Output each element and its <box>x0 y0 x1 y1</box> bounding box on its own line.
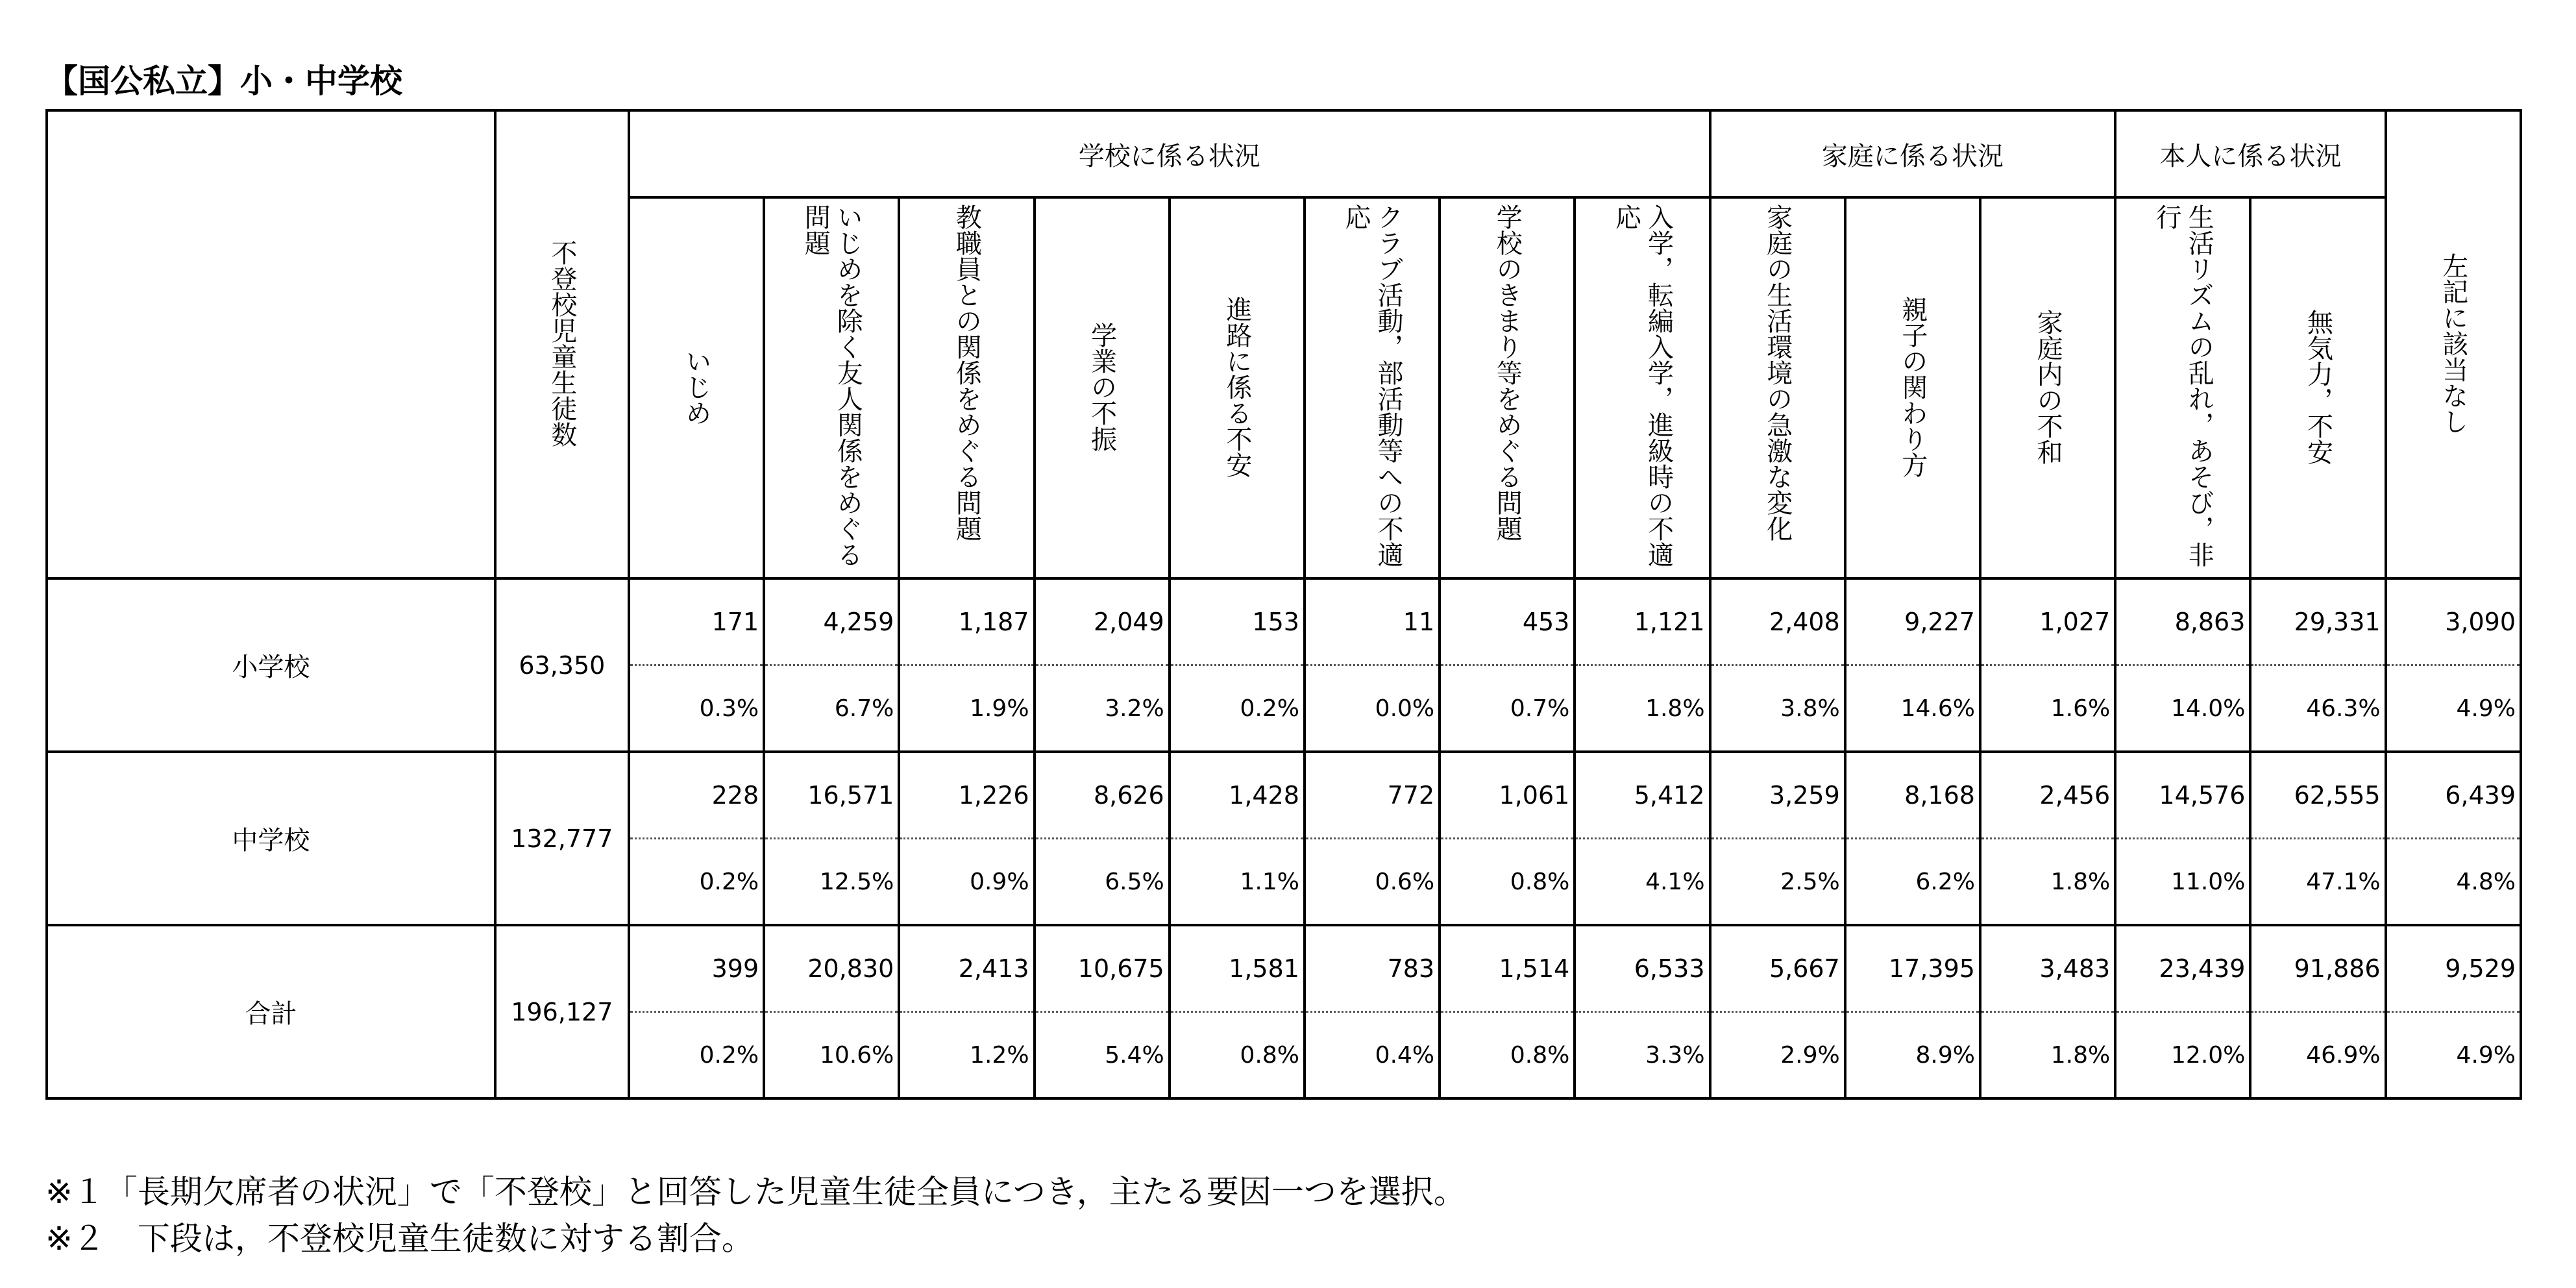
percent-value: 10.6% <box>819 1041 894 1069</box>
data-cell <box>2386 578 2521 752</box>
data-cell <box>899 752 1034 925</box>
count-value: 772 <box>1306 753 1438 839</box>
count-value: 8,863 <box>2116 580 2249 666</box>
count-value: 5,412 <box>1576 753 1708 839</box>
data-cell <box>1575 578 1710 752</box>
data-cell <box>2250 752 2385 925</box>
data-cell <box>1035 752 1170 925</box>
count-value: 11 <box>1306 580 1438 666</box>
data-cell <box>2250 578 2385 752</box>
percent-value: 12.0% <box>2171 1041 2246 1069</box>
column-header: 学業の不振 <box>1035 197 1170 578</box>
percent-value: 14.0% <box>2171 695 2246 722</box>
percent-value: 1.2% <box>970 1041 1029 1069</box>
count-value: 2,413 <box>900 926 1033 1013</box>
percent-value: 6.5% <box>1105 868 1164 895</box>
percent-value: 3.2% <box>1105 695 1164 722</box>
percent-value: 1.9% <box>970 695 1029 722</box>
count-value: 4,259 <box>765 580 898 666</box>
data-cell <box>1440 752 1575 925</box>
count-value: 1,027 <box>1981 580 2114 666</box>
data-cell <box>2115 578 2250 752</box>
percent-value: 47.1% <box>2306 868 2381 895</box>
count-value: 6,533 <box>1576 926 1708 1013</box>
percent-value: 12.5% <box>819 868 894 895</box>
count-value: 1,187 <box>900 580 1033 666</box>
percent-value: 11.0% <box>2171 868 2246 895</box>
column-header: 無気力，不安 <box>2250 197 2385 578</box>
data-cell <box>2115 925 2250 1098</box>
column-header: いじめ <box>629 197 764 578</box>
count-value: 3,259 <box>1711 753 1844 839</box>
count-value: 1,226 <box>900 753 1033 839</box>
data-cell <box>899 925 1034 1098</box>
percent-value: 4.9% <box>2456 1041 2516 1069</box>
count-value: 228 <box>630 753 763 839</box>
row-label: 中学校 <box>47 752 495 925</box>
percent-value: 1.8% <box>2050 1041 2111 1069</box>
data-cell <box>764 578 899 752</box>
percent-value: 4.8% <box>2456 868 2516 895</box>
count-value: 23,439 <box>2116 926 2249 1013</box>
data-cell <box>1980 578 2115 752</box>
data-cell <box>1575 752 1710 925</box>
count-value: 1,581 <box>1171 926 1303 1013</box>
percent-value: 46.9% <box>2306 1041 2381 1069</box>
footnote-1: ※１「長期欠席者の状況」で「不登校」と回答した児童生徒全員につき，主たる要因一つを選択。 <box>45 1173 1466 1211</box>
column-header: 進路に係る不安 <box>1170 197 1305 578</box>
data-cell <box>764 752 899 925</box>
count-value: 91,886 <box>2251 926 2384 1013</box>
column-header: 生活リズムの乱れ，あそび，非行 <box>2115 197 2250 578</box>
row-total: 63,350 <box>495 578 629 752</box>
column-header: 親子の関わり方 <box>1845 197 1980 578</box>
percent-value: 8.9% <box>1915 1041 1975 1069</box>
count-value: 1,121 <box>1576 580 1708 666</box>
data-cell <box>1170 752 1305 925</box>
percent-value: 0.6% <box>1375 868 1435 895</box>
data-cell <box>2386 752 2521 925</box>
count-value: 8,168 <box>1846 753 1979 839</box>
count-value: 783 <box>1306 926 1438 1013</box>
column-header: 学校のきまり等をめぐる問題 <box>1440 197 1575 578</box>
count-value: 3,483 <box>1981 926 2114 1013</box>
count-value: 3,090 <box>2387 580 2520 666</box>
footnotes <box>45 1169 1466 1262</box>
data-cell <box>2250 925 2385 1098</box>
data-cell <box>1710 925 1845 1098</box>
row-total: 132,777 <box>495 752 629 925</box>
footnote-2: ※２ 下段は，不登校児童生徒数に対する割合。 <box>45 1220 754 1257</box>
count-value: 5,667 <box>1711 926 1844 1013</box>
percent-value: 0.2% <box>699 1041 759 1069</box>
absence-factors-table <box>45 109 2522 1100</box>
count-value: 2,049 <box>1036 580 1168 666</box>
percent-value: 0.7% <box>1510 695 1570 722</box>
count-value: 29,331 <box>2251 580 2384 666</box>
corner-cell <box>47 110 495 578</box>
percent-value: 5.4% <box>1105 1041 1164 1069</box>
data-cell <box>1170 578 1305 752</box>
column-header: 家庭内の不和 <box>1980 197 2115 578</box>
column-header: 教職員との関係をめぐる問題 <box>899 197 1034 578</box>
percent-value: 46.3% <box>2306 695 2381 722</box>
percent-value: 0.3% <box>699 695 759 722</box>
total-header: 不登校児童生徒数 <box>495 110 629 578</box>
percent-value: 0.4% <box>1375 1041 1435 1069</box>
data-cell <box>1980 925 2115 1098</box>
column-header: 家庭の生活環境の急激な変化 <box>1710 197 1845 578</box>
data-cell <box>1980 752 2115 925</box>
table-row <box>47 752 2521 925</box>
percent-value: 4.9% <box>2456 695 2516 722</box>
count-value: 20,830 <box>765 926 898 1013</box>
percent-value: 3.8% <box>1780 695 1840 722</box>
count-value: 8,626 <box>1036 753 1168 839</box>
column-header: いじめを除く友人関係をめぐる問題 <box>764 197 899 578</box>
data-cell <box>1845 925 1980 1098</box>
data-cell <box>2115 752 2250 925</box>
count-value: 62,555 <box>2251 753 2384 839</box>
percent-value: 2.9% <box>1780 1041 1840 1069</box>
percent-value: 0.0% <box>1375 695 1435 722</box>
count-value: 6,439 <box>2387 753 2520 839</box>
data-cell <box>1170 925 1305 1098</box>
percent-value: 1.6% <box>2050 695 2111 722</box>
percent-value: 2.5% <box>1780 868 1840 895</box>
column-header: 左記に該当なし <box>2386 110 2521 578</box>
table-row <box>47 925 2521 1098</box>
page-title: 【国公私立】小・中学校 <box>45 62 402 100</box>
table-row <box>47 578 2521 752</box>
count-value: 453 <box>1441 580 1573 666</box>
data-cell <box>1305 752 1440 925</box>
percent-value: 4.1% <box>1645 868 1705 895</box>
percent-value: 1.8% <box>2050 868 2111 895</box>
column-header: 入学，転編入学，進級時の不適応 <box>1575 197 1710 578</box>
data-cell <box>1305 925 1440 1098</box>
data-cell <box>1710 578 1845 752</box>
percent-value: 0.8% <box>1510 1041 1570 1069</box>
group-header-self: 本人に係る状況 <box>2115 110 2385 197</box>
row-label: 小学校 <box>47 578 495 752</box>
percent-value: 3.3% <box>1645 1041 1705 1069</box>
data-cell <box>1845 578 1980 752</box>
count-value: 9,227 <box>1846 580 1979 666</box>
data-cell <box>629 925 764 1098</box>
group-header-home: 家庭に係る状況 <box>1710 110 2116 197</box>
data-cell <box>629 752 764 925</box>
data-cell <box>2386 925 2521 1098</box>
percent-value: 0.8% <box>1240 1041 1299 1069</box>
percent-value: 14.6% <box>1900 695 1975 722</box>
data-cell <box>1035 578 1170 752</box>
group-header-school: 学校に係る状況 <box>629 110 1710 197</box>
percent-value: 0.9% <box>970 868 1029 895</box>
data-cell <box>899 578 1034 752</box>
count-value: 399 <box>630 926 763 1013</box>
count-value: 153 <box>1171 580 1303 666</box>
data-cell <box>629 578 764 752</box>
percent-value: 6.2% <box>1915 868 1975 895</box>
count-value: 14,576 <box>2116 753 2249 839</box>
percent-value: 0.2% <box>1240 695 1299 722</box>
count-value: 1,061 <box>1441 753 1573 839</box>
count-value: 9,529 <box>2387 926 2520 1013</box>
data-cell <box>1845 752 1980 925</box>
percent-value: 1.8% <box>1645 695 1705 722</box>
data-cell <box>1575 925 1710 1098</box>
percent-value: 1.1% <box>1240 868 1299 895</box>
count-value: 10,675 <box>1036 926 1168 1013</box>
count-value: 16,571 <box>765 753 898 839</box>
data-cell <box>764 925 899 1098</box>
data-cell <box>1440 925 1575 1098</box>
data-cell <box>1305 578 1440 752</box>
count-value: 1,514 <box>1441 926 1573 1013</box>
column-header: クラブ活動，部活動等への不適応 <box>1305 197 1440 578</box>
count-value: 2,456 <box>1981 753 2114 839</box>
percent-value: 6.7% <box>834 695 894 722</box>
row-total: 196,127 <box>495 925 629 1098</box>
data-cell <box>1035 925 1170 1098</box>
count-value: 2,408 <box>1711 580 1844 666</box>
count-value: 1,428 <box>1171 753 1303 839</box>
percent-value: 0.8% <box>1510 868 1570 895</box>
data-cell <box>1440 578 1575 752</box>
data-cell <box>1710 752 1845 925</box>
percent-value: 0.2% <box>699 868 759 895</box>
row-label: 合計 <box>47 925 495 1098</box>
count-value: 17,395 <box>1846 926 1979 1013</box>
count-value: 171 <box>630 580 763 666</box>
